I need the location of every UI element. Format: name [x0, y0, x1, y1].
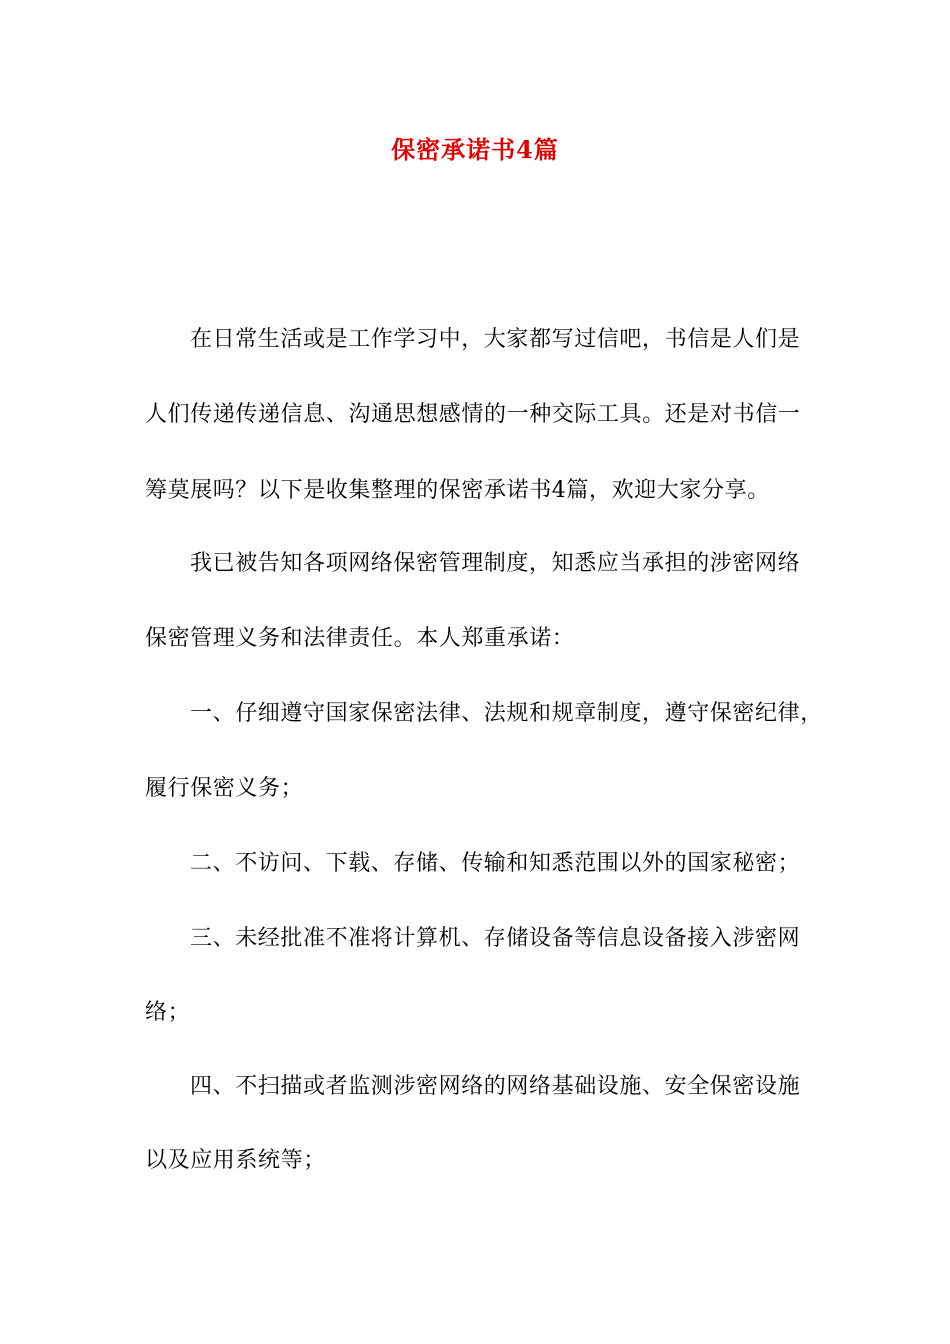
paragraph-line: 三、未经批准不准将计算机、存储设备等信息设备接入涉密网	[190, 926, 801, 951]
paragraph-line: 筹莫展吗？以下是收集整理的保密承诺书4篇，欢迎大家分享。	[145, 478, 770, 503]
paragraph-line: 四、不扫描或者监测涉密网络的网络基础设施、安全保密设施	[190, 1074, 801, 1099]
document-title: 保密承诺书4篇	[391, 135, 559, 164]
paragraph-line: 以及应用系统等；	[145, 1148, 326, 1173]
paragraph-line: 二、不访问、下载、存储、传输和知悉范围以外的国家秘密；	[190, 851, 801, 876]
paragraph-line: 保密管理义务和法律责任。本人郑重承诺：	[145, 626, 575, 651]
paragraph-line: 人们传递传递信息、沟通思想感情的一种交际工具。还是对书信一	[145, 402, 801, 427]
paragraph-line: 络；	[145, 1000, 191, 1025]
paragraph-line: 一、仔细遵守国家保密法律、法规和规章制度，遵守保密纪律，	[190, 701, 823, 726]
paragraph-line: 在日常生活或是工作学习中，大家都写过信吧，书信是人们是	[190, 327, 801, 352]
paragraph-line: 履行保密义务；	[145, 776, 304, 801]
paragraph-line: 我已被告知各项网络保密管理制度，知悉应当承担的涉密网络	[190, 551, 801, 576]
